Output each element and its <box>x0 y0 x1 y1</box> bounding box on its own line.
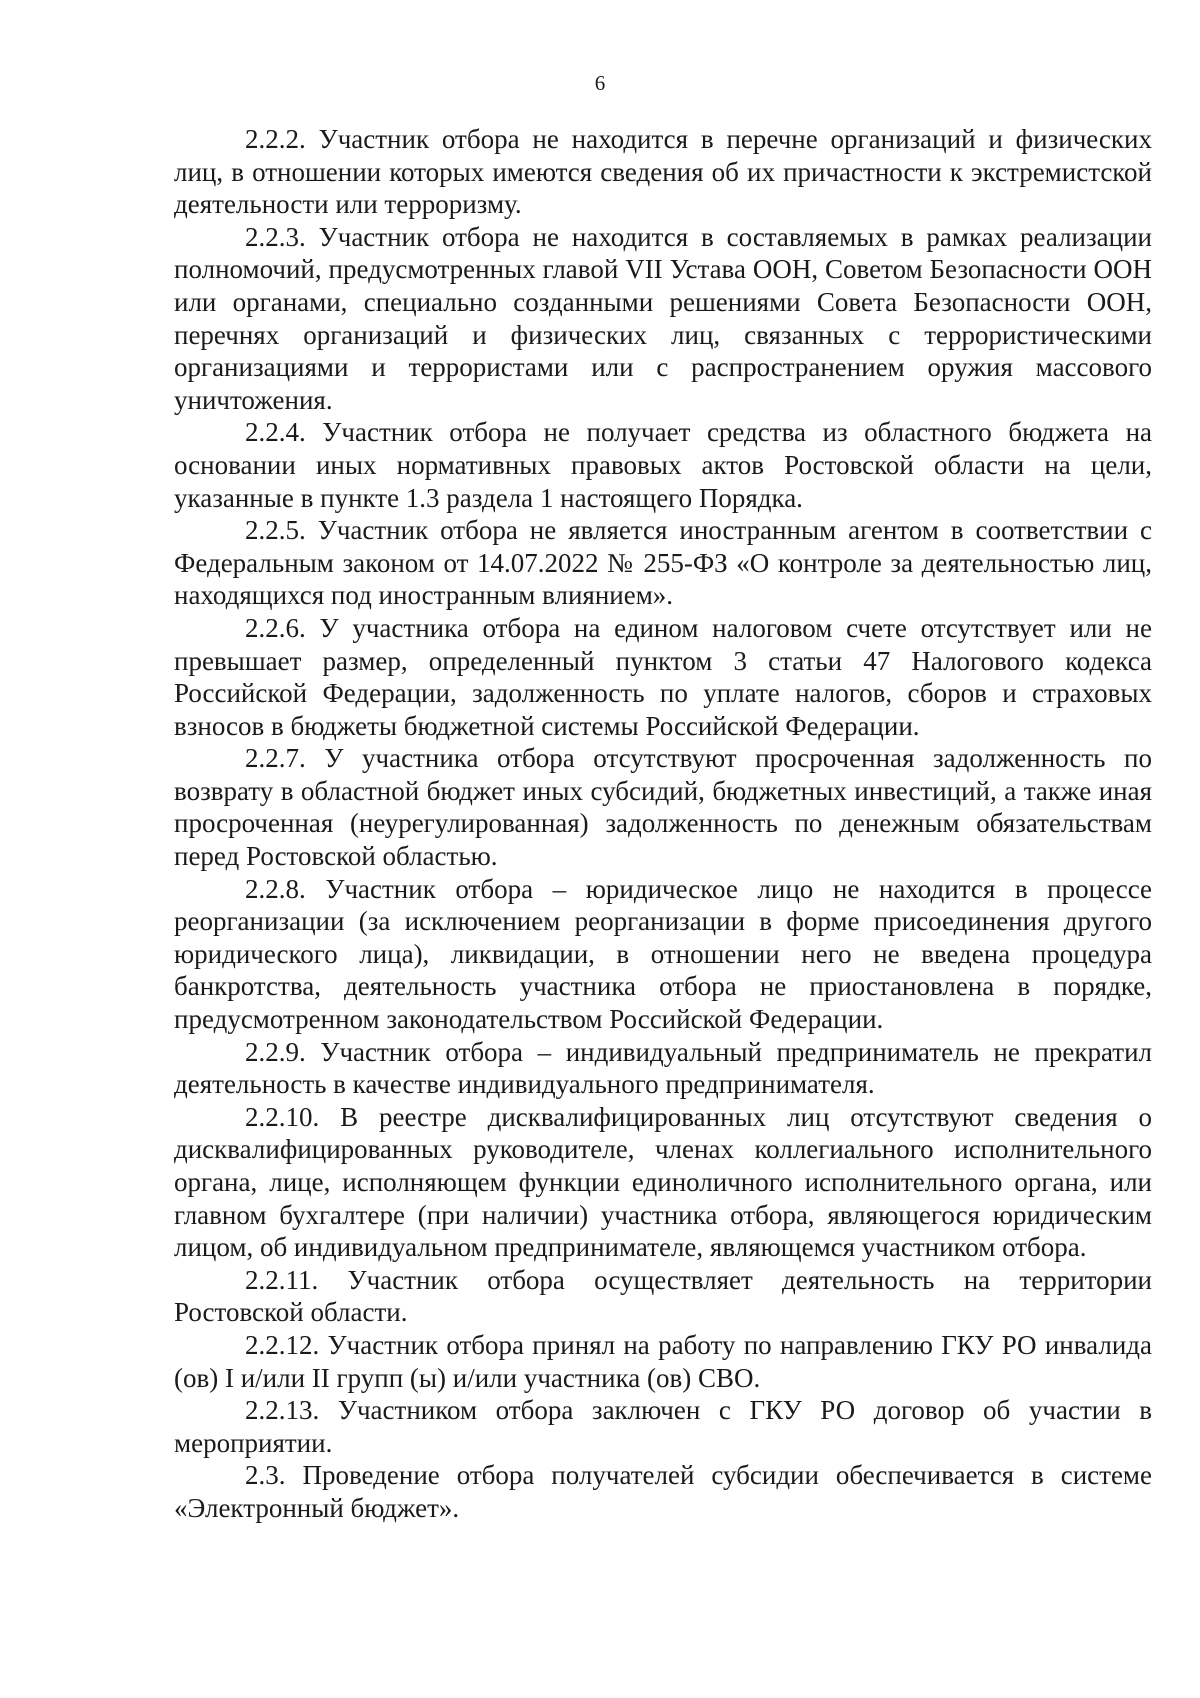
paragraph-2-3: 2.3. Проведение отбора получателей субсидии обеспечивается в системе «Электронный бюджет». <box>174 1460 1152 1523</box>
paragraph-2-2-7: 2.2.7. У участника отбора отсутствуют просроченная задолженность по возврату в областной бюджет иных субсидий, бюджетных инвестиций, а также иная просроченная (неурегулированная) задолженность по денежным обязательствам перед Ростовской областью. <box>174 743 1152 872</box>
paragraph-2-2-2: 2.2.2. Участник отбора не находится в перечне организаций и физических лиц, в отношении которых имеются сведения об их причастности к экстремистской деятельности или терроризму. <box>174 124 1152 220</box>
paragraph-2-2-12: 2.2.12. Участник отбора принял на работу по направлению ГКУ РО инвалида (ов) I и/или II групп (ы) и/или участника (ов) СВО. <box>174 1329 1152 1393</box>
paragraph-2-2-11: 2.2.11. Участник отбора осуществляет деятельность на территории Ростовской области. <box>174 1264 1152 1328</box>
paragraph-2-2-5: 2.2.5. Участник отбора не является иностранным агентом в соответствии с Федеральным законом от 14.07.2022 № 255-ФЗ «О контроле за деятельностью лиц, находящихся под иностранным влиянием». <box>174 515 1152 611</box>
paragraph-2-2-13: 2.2.13. Участником отбора заключен с ГКУ РО договор об участии в мероприятии. <box>174 1395 1152 1458</box>
page-number: 6 <box>594 71 606 95</box>
paragraph-2-2-3: 2.2.3. Участник отбора не находится в составляемых в рамках реализации полномочий, предусмотренных главой VII Устава ООН, Советом Безопасности ООН или органами, специально созданными решениями Совета Безопасности ООН, перечнях организаций и физических лиц, связанных с террористическими организациями и террористами или с распространением оружия массового уничтожения. <box>174 221 1152 415</box>
document-body <box>174 123 1152 1525</box>
paragraph-2-2-10: 2.2.10. В реестре дисквалифицированных лиц отсутствуют сведения о дисквалифицированных руководителе, членах коллегиального исполнительного органа, лице, исполняющем функции единоличного исполнительного органа, или главном бухгалтере (при наличии) участника отбора, являющегося юридическим лицом, об индивидуальном предпринимателе, являющемся участником отбора. <box>174 1101 1152 1263</box>
paragraph-2-2-6: 2.2.6. У участника отбора на едином налоговом счете отсутствует или не превышает размер, определенный пунктом 3 статьи 47 Налогового кодекса Российской Федерации, задолженность по уплате налогов, сборов и страховых взносов в бюджеты бюджетной системы Российской Федерации. <box>174 612 1152 741</box>
paragraph-2-2-9: 2.2.9. Участник отбора – индивидуальный предприниматель не прекратил деятельность в качестве индивидуального предпринимателя. <box>174 1036 1152 1100</box>
paragraph-2-2-4: 2.2.4. Участник отбора не получает средства из областного бюджета на основании иных нормативных правовых актов Ростовской области на цели, указанные в пункте 1.3 раздела 1 настоящего Порядка. <box>174 417 1152 513</box>
paragraph-2-2-8: 2.2.8. Участник отбора – юридическое лицо не находится в процессе реорганизации (за исключением реорганизации в форме присоединения другого юридического лица), ликвидации, в отношении него не введена процедура банкротства, деятельность участника отбора не приостановлена в порядке, предусмотренном законодательством Российской Федерации. <box>174 873 1152 1035</box>
